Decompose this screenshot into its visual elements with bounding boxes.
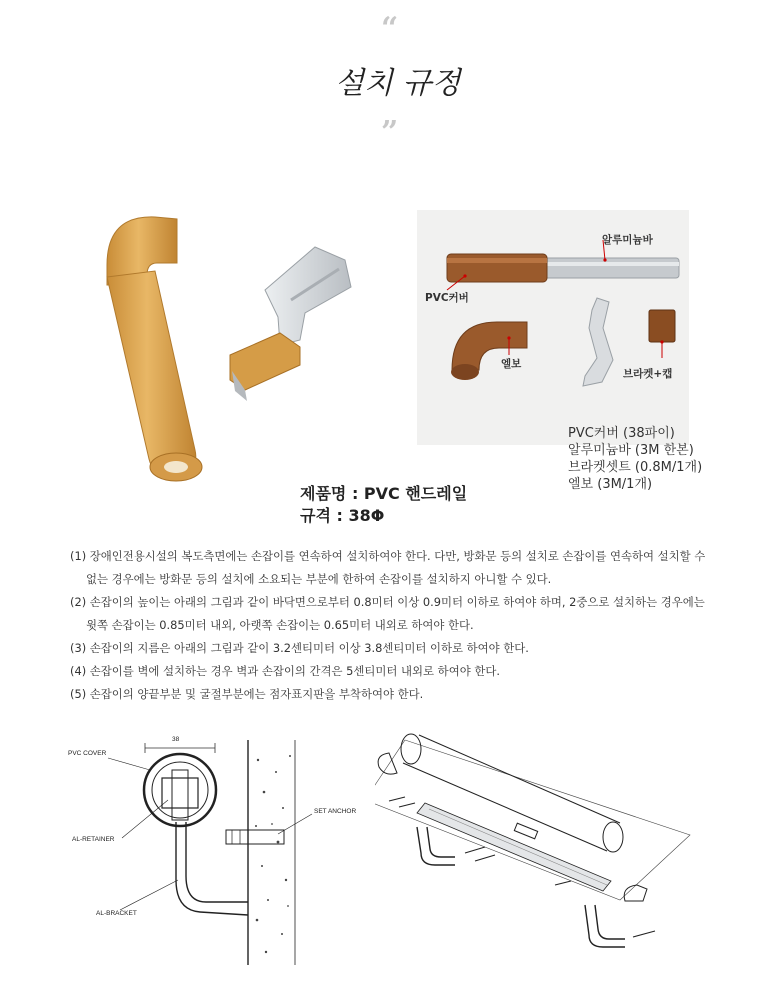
note-item-continued: 윗쪽 손잡이는 0.85미터 내외, 아랫쪽 손잡이는 0.65미터 내외로 하여야 한다.	[86, 618, 474, 632]
spec-item: 엘보 (3M/1개)	[568, 477, 653, 492]
label-al-retainer: AL-RETAINER	[72, 836, 115, 843]
product-photo-handrail	[95, 205, 395, 500]
label-elbow: 엘보	[501, 358, 522, 370]
label-set-anchor: SET ANCHOR	[314, 808, 357, 815]
open-quote-mark: “	[381, 11, 399, 46]
page-title: 설치 규정	[335, 66, 461, 101]
note-item: (4) 손잡이를 벽에 설치하는 경우 벽과 손잡이의 간격은 5센티미터 내외로 하여야 한다.	[70, 664, 500, 678]
note-item: (3) 손잡이의 지름은 아래의 그림과 같이 3.2센티미터 이상 3.8센티미터 이하로 하여야 한다.	[70, 641, 529, 655]
label-pvc-cover-diagram: PVC COVER	[68, 750, 107, 757]
spec-list	[568, 425, 702, 493]
product-info	[300, 483, 467, 527]
label-pvc-cover: PVC커버	[425, 292, 469, 304]
note-item: (2) 손잡이의 높이는 아래의 그림과 같이 바닥면으로부터 0.8미터 이상 0.9미터 이하로 하여야 하며, 2중으로 설치하는 경우에는	[70, 595, 705, 609]
note-item: (1) 장애인전용시설의 복도측면에는 손잡이를 연속하여 설치하여야 한다. 다만, 방화문 등의 설치로 손잡이를 연속하여 설치할 수	[70, 549, 706, 563]
label-bracket-cap: 브라켓+캡	[623, 368, 673, 380]
cross-section-diagram	[50, 730, 370, 970]
label-aluminum-bar: 알루미늄바	[602, 234, 653, 246]
spec-item: 브라켓셋트 (0.8M/1개)	[568, 460, 703, 475]
note-item: (5) 손잡이의 양끝부분 및 굴절부분에는 점자표지판을 부착하여야 한다.	[70, 687, 424, 701]
parts-photo	[417, 210, 689, 445]
exploded-assembly-diagram	[375, 715, 720, 980]
note-item-continued: 없는 경우에는 방화문 등의 설치에 소요되는 부분에 한하여 손잡이를 설치하지 아니할 수 있다.	[86, 572, 552, 586]
product-name: 제품명 : PVC 핸드레일	[300, 484, 468, 503]
dimension-label: 38	[172, 736, 180, 743]
close-quote-mark: ”	[381, 115, 399, 150]
spec-item: 알루미늄바 (3M 한본)	[568, 443, 694, 458]
spec-item: PVC커버 (38파이)	[568, 426, 675, 441]
product-spec: 규격 : 38Φ	[300, 506, 385, 525]
label-al-bracket: AL-BRACKET	[96, 910, 137, 917]
installation-notes	[70, 545, 750, 706]
